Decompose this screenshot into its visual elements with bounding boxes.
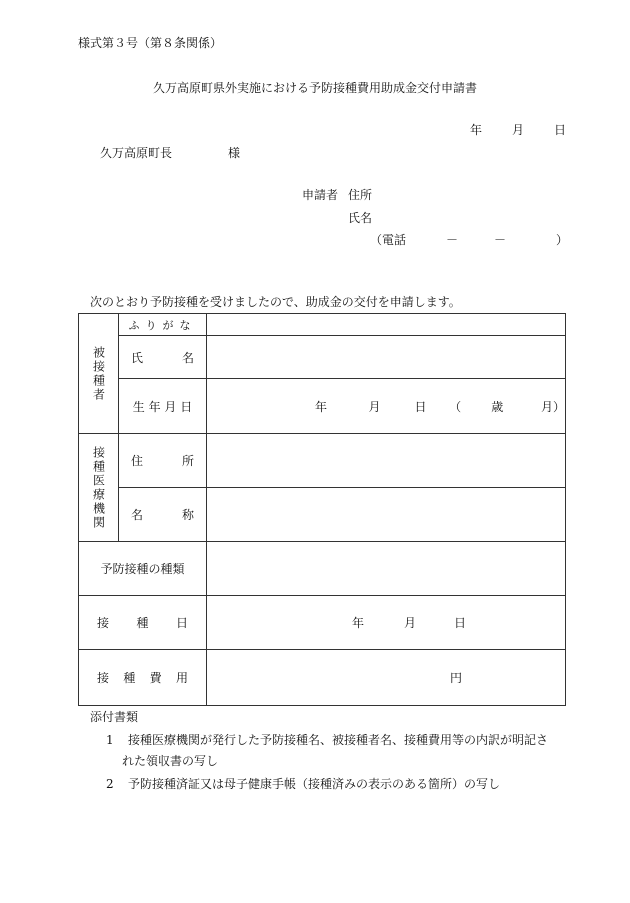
recipient-group-cell xyxy=(79,314,119,434)
birth-year-label: 年 xyxy=(315,399,328,414)
attachment-item-2-text: 予防接種済証又は母子健康手帳（接種済みの表示のある箇所）の写し xyxy=(128,777,501,791)
birth-date-label: 生 年 月 日 xyxy=(119,379,207,434)
vaccination-date-char-2: 種 xyxy=(136,616,149,630)
tel-close: ） xyxy=(556,233,569,247)
birth-month-label: 月 xyxy=(368,399,381,414)
application-table xyxy=(78,313,566,706)
tel-open: （電話 xyxy=(370,233,407,247)
birth-date-field[interactable] xyxy=(207,379,566,434)
attachment-item-1 xyxy=(106,731,548,748)
date-line xyxy=(470,121,566,138)
vaccination-day-label: 日 xyxy=(454,616,467,630)
applicant-address-label: 住所 xyxy=(348,188,373,202)
facility-name-char-1: 名 xyxy=(131,508,144,522)
vaccine-type-field[interactable] xyxy=(207,542,566,596)
facility-name-char-2: 称 xyxy=(181,508,194,522)
birth-months-label: 月） xyxy=(540,399,565,414)
attachment-item-1-text: 接種医療機関が発行した予防接種名、被接種者名、接種費用等の内訳が明記さ xyxy=(128,733,549,747)
vaccination-date-char-3: 日 xyxy=(175,616,188,630)
facility-address-field[interactable] xyxy=(207,434,566,488)
form-code: 様式第３号（第８条関係） xyxy=(78,36,223,50)
vaccination-date-char-1: 接 xyxy=(97,616,110,630)
attachment-item-1-number: 1 xyxy=(106,733,114,747)
birth-paren-open: （ xyxy=(449,399,462,414)
cost-unit-label: 円 xyxy=(450,671,463,685)
tel-dash-1: － xyxy=(446,233,459,247)
attachment-item-2-number: 2 xyxy=(106,777,114,791)
date-day-label: 日 xyxy=(554,123,567,137)
attachments-heading: 添付書類 xyxy=(90,710,139,724)
date-month-label: 月 xyxy=(512,123,525,137)
facility-group-label: 接種医療機関 xyxy=(91,445,106,530)
applicant-label: 申請者 xyxy=(302,188,339,202)
vaccination-year-label: 年 xyxy=(352,616,365,630)
facility-group-cell xyxy=(79,434,119,542)
cost-label-cell xyxy=(79,650,207,706)
cost-char-1: 接 xyxy=(97,671,110,685)
applicant-name-label: 氏名 xyxy=(348,211,373,225)
attachment-item-2 xyxy=(106,775,500,792)
recipient-name-field[interactable] xyxy=(207,336,566,379)
facility-address-label-cell xyxy=(119,434,207,488)
cost-char-3: 費 xyxy=(149,671,162,685)
applicant-address-line xyxy=(302,186,372,203)
facility-name-field[interactable] xyxy=(207,488,566,542)
vaccination-date-field[interactable] xyxy=(207,596,566,650)
cost-field[interactable] xyxy=(207,650,566,706)
addressee xyxy=(100,144,240,161)
birth-day-label: 日 xyxy=(414,399,427,414)
addressee-name: 久万高原町長 xyxy=(100,146,173,160)
cost-char-2: 種 xyxy=(123,671,136,685)
vaccination-month-label: 月 xyxy=(404,616,417,630)
applicant-tel-line xyxy=(370,231,568,248)
attachment-item-1-continuation: れた領収書の写し xyxy=(122,754,219,768)
date-year-label: 年 xyxy=(470,123,483,137)
tel-dash-2: － xyxy=(494,233,507,247)
name-label-char-2: 名 xyxy=(181,350,194,365)
form-title: 久万高原町県外実施における予防接種費用助成金交付申請書 xyxy=(152,81,477,95)
addressee-honorific: 様 xyxy=(228,146,241,160)
vaccine-type-label: 予防接種の種類 xyxy=(79,542,207,596)
facility-address-char-1: 住 xyxy=(131,454,144,468)
vaccination-date-label-cell xyxy=(79,596,207,650)
recipient-group-label: 被接種者 xyxy=(91,345,106,402)
furigana-field[interactable] xyxy=(207,314,566,336)
cost-char-4: 用 xyxy=(175,671,188,685)
facility-address-char-2: 所 xyxy=(181,454,194,468)
recipient-name-label-cell xyxy=(119,336,207,379)
birth-age-label: 歳 xyxy=(491,399,504,414)
furigana-label: ふりがな xyxy=(119,314,207,336)
intro-text: 次のとおり予防接種を受けましたので、助成金の交付を申請します。 xyxy=(90,295,461,309)
facility-name-label-cell xyxy=(119,488,207,542)
name-label-char-1: 氏 xyxy=(131,350,144,365)
